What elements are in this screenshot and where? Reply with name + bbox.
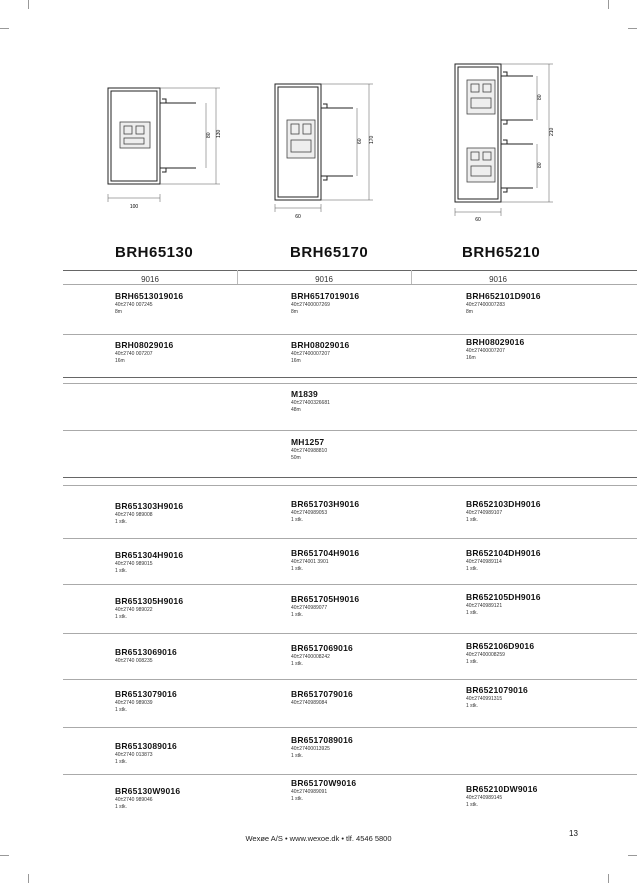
- quantity: 1 stk.: [466, 610, 478, 616]
- product-cell: [115, 340, 280, 365]
- product-code: BR651303H9016: [115, 501, 184, 511]
- inner-height-label: 80: [206, 132, 212, 138]
- ean-number: 40±27400007283: [466, 302, 505, 308]
- quantity: 16m: [466, 355, 476, 361]
- product-code: BR65130W9016: [115, 786, 181, 796]
- quantity: 1 stk.: [115, 519, 127, 525]
- product-code: BRH08029016: [115, 340, 174, 350]
- ean-number: 40±2740 007245: [115, 302, 153, 308]
- product-code: BR651703H9016: [291, 499, 360, 509]
- color-header: 9016: [489, 275, 507, 284]
- crop-mark: [0, 855, 9, 856]
- product-code: BR6517069016: [291, 643, 353, 653]
- color-header: 9016: [141, 275, 159, 284]
- quantity: 1 stk.: [115, 568, 127, 574]
- quantity: 1 stk.: [466, 703, 478, 709]
- ean-number: 40±274001 3901: [291, 559, 329, 565]
- product-code: BR652103DH9016: [466, 499, 541, 509]
- quantity: 1 stk.: [115, 707, 127, 713]
- table-rule: [63, 727, 637, 728]
- product-cell: [466, 685, 631, 710]
- width-label: 60: [295, 214, 301, 220]
- width-label: 100: [129, 204, 139, 210]
- ean-number: 40±27400008242: [291, 654, 330, 660]
- ean-number: 40±2740 989046: [115, 797, 153, 803]
- quantity: 1 stk.: [466, 566, 478, 572]
- ean-number: 40±27400007207: [466, 348, 505, 354]
- product-code: BR6517089016: [291, 735, 353, 745]
- table-rule: [63, 774, 637, 775]
- ean-number: 40±2740 989008: [115, 512, 153, 518]
- product-code: BRH08029016: [291, 340, 350, 350]
- product-cell: [291, 689, 456, 707]
- quantity: 1 stk.: [115, 614, 127, 620]
- product-code: BR6513079016: [115, 689, 177, 699]
- product-cell: [115, 550, 280, 575]
- product-cell: [291, 735, 456, 760]
- width-label: 60: [475, 217, 481, 223]
- ean-number: 40±2740989145: [466, 795, 503, 801]
- ean-number: 40±2740 989015: [115, 561, 153, 567]
- product-cell: [291, 548, 456, 573]
- height-label: 170: [369, 135, 375, 144]
- ean-number: 40±27400007207: [291, 351, 330, 357]
- ean-number: 40±2740989084: [291, 700, 328, 706]
- quantity: 1 stk.: [466, 802, 478, 808]
- product-code: BR651705H9016: [291, 594, 360, 604]
- crop-mark: [608, 874, 609, 883]
- quantity: 8m: [115, 309, 122, 315]
- model-title: BRH65170: [290, 244, 369, 261]
- crop-mark: [28, 874, 29, 883]
- product-code: BRH652101D9016: [466, 291, 541, 301]
- product-code: BR65210DW9016: [466, 784, 538, 794]
- crop-mark: [0, 28, 9, 29]
- product-code: M1839: [291, 389, 318, 399]
- product-cell: [466, 784, 631, 809]
- product-code: BRH6517019016: [291, 291, 360, 301]
- product-cell: [466, 337, 631, 362]
- ean-number: 40±2740 989039: [115, 700, 153, 706]
- quantity: 50m: [291, 455, 301, 461]
- product-cell: [466, 291, 631, 316]
- model-title: BRH65210: [462, 244, 541, 261]
- product-cell: [291, 643, 456, 668]
- quantity: 1 stk.: [466, 659, 478, 665]
- crop-mark: [628, 28, 637, 29]
- inner-height-label-bottom: 80: [537, 162, 543, 168]
- table-rule: [63, 334, 637, 335]
- quantity: 1 stk.: [291, 517, 303, 523]
- ean-number: 40±27400008259: [466, 652, 505, 658]
- ean-number: 40±2740 008235: [115, 658, 153, 664]
- product-cell: [291, 340, 456, 365]
- profile-diagram-brh65130: [98, 58, 228, 218]
- product-cell: [115, 501, 280, 526]
- ean-number: 40±2740989077: [291, 605, 328, 611]
- product-code: BR651704H9016: [291, 548, 360, 558]
- product-cell: [291, 291, 456, 316]
- product-cell: [466, 499, 631, 524]
- quantity: 1 stk.: [115, 804, 127, 810]
- crop-mark: [608, 0, 609, 9]
- quantity: 16m: [291, 358, 301, 364]
- quantity: 1 stk.: [466, 517, 478, 523]
- ean-number: 40±2740 007207: [115, 351, 153, 357]
- product-cell: [466, 548, 631, 573]
- product-cell: [291, 437, 456, 462]
- product-cell: [115, 689, 280, 714]
- height-label: 210: [549, 127, 555, 136]
- ean-number: 40±27400013925: [291, 746, 330, 752]
- product-cell: [291, 499, 456, 524]
- product-cell: [291, 594, 456, 619]
- product-cell: [466, 641, 631, 666]
- ean-number: 40±2740989114: [466, 559, 502, 565]
- product-code: BR6513089016: [115, 741, 177, 751]
- table-rule: [63, 477, 637, 478]
- table-rule: [63, 584, 637, 585]
- product-code: BR651305H9016: [115, 596, 184, 606]
- table-rule: [63, 430, 637, 431]
- footer-contact: Wexøe A/S • www.wexoe.dk • tlf. 4546 5800: [245, 834, 392, 843]
- ean-number: 40±2740 989022: [115, 607, 153, 613]
- quantity: 1 stk.: [291, 753, 303, 759]
- inner-height-label-top: 80: [537, 94, 543, 100]
- table-rule: [63, 485, 637, 486]
- table-rule: [63, 679, 637, 680]
- product-code: BR6513069016: [115, 647, 177, 657]
- color-header: 9016: [315, 275, 333, 284]
- product-cell: [291, 389, 456, 414]
- quantity: 8m: [291, 309, 298, 315]
- product-cell: [115, 741, 280, 766]
- quantity: 1 stk.: [291, 796, 303, 802]
- ean-number: 40±27400007269: [291, 302, 330, 308]
- profile-diagram-brh65170: [265, 58, 385, 223]
- model-title: BRH65130: [115, 244, 194, 261]
- table-rule: [63, 538, 637, 539]
- quantity: 16m: [115, 358, 125, 364]
- ean-number: 40±2740 013873: [115, 752, 153, 758]
- product-code: BRH08029016: [466, 337, 525, 347]
- product-code: BR6521079016: [466, 685, 528, 695]
- product-cell: [466, 592, 631, 617]
- product-code: BR651304H9016: [115, 550, 184, 560]
- product-code: BR65170W9016: [291, 778, 357, 788]
- product-cell: [115, 596, 280, 621]
- profile-diagram-brh65210: [445, 58, 565, 223]
- quantity: 48m: [291, 407, 301, 413]
- table-rule: [63, 383, 637, 384]
- product-cell: [115, 647, 280, 665]
- ean-number: 40±2740991315: [466, 696, 503, 702]
- ean-number: 40±2740989121: [466, 603, 503, 609]
- quantity: 1 stk.: [115, 759, 127, 765]
- product-code: BR652104DH9016: [466, 548, 541, 558]
- product-cell: [115, 786, 280, 811]
- crop-mark: [628, 855, 637, 856]
- table-rule: [63, 377, 637, 378]
- ean-number: 40±2740988810: [291, 448, 328, 454]
- product-code: MH1257: [291, 437, 325, 447]
- table-rule: [63, 284, 637, 285]
- product-cell: [291, 778, 456, 803]
- quantity: 1 stk.: [291, 612, 303, 618]
- ean-number: 40±2740989053: [291, 510, 328, 516]
- ean-number: 40±2740989091: [291, 789, 328, 795]
- product-code: BR6517079016: [291, 689, 353, 699]
- table-rule: [63, 270, 637, 271]
- ean-number: 40±27400326681: [291, 400, 330, 406]
- quantity: 8m: [466, 309, 473, 315]
- quantity: 1 stk.: [291, 661, 303, 667]
- product-cell: [115, 291, 280, 316]
- crop-mark: [28, 0, 29, 9]
- product-code: BR652106D9016: [466, 641, 535, 651]
- height-label: 130: [216, 129, 222, 138]
- ean-number: 40±2740989107: [466, 510, 503, 516]
- product-code: BRH6513019016: [115, 291, 184, 301]
- inner-height-label: 60: [357, 138, 363, 144]
- table-rule: [63, 633, 637, 634]
- page-number: 13: [569, 829, 578, 838]
- product-code: BR652105DH9016: [466, 592, 541, 602]
- quantity: 1 stk.: [291, 566, 303, 572]
